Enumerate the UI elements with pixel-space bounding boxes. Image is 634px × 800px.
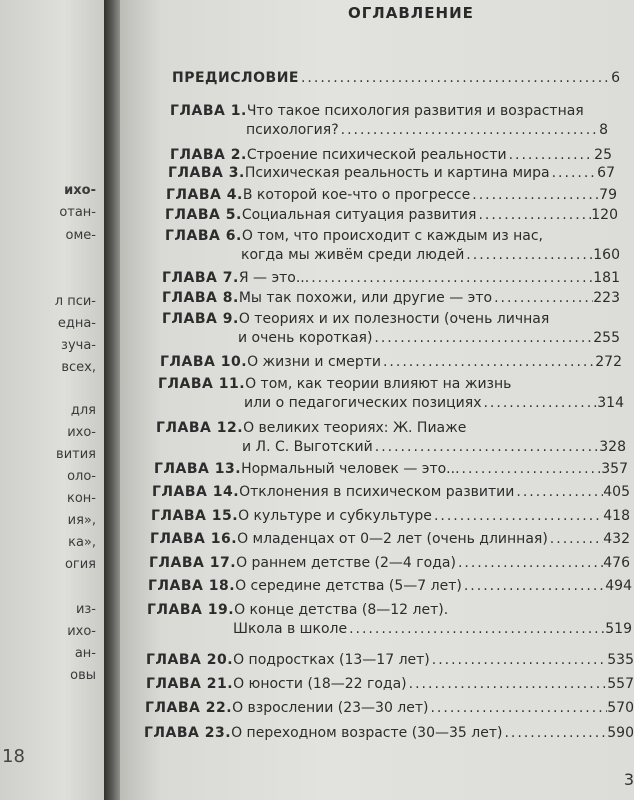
toc-title: ОГЛАВЛЕНИЕ	[348, 4, 474, 22]
chapter-title-text: О младенцах от 0—2 лет (очень длинная)	[237, 531, 548, 547]
chapter-title-text: и очень короткая)	[238, 330, 373, 346]
chapter-title-text: О середине детства (5—7 лет)	[235, 578, 462, 594]
dot-leader	[460, 461, 602, 477]
chapter-label: ГЛАВА 6.	[165, 228, 242, 244]
toc-entry	[150, 531, 630, 547]
toc-entry	[151, 508, 630, 524]
toc-entry-continuation	[156, 439, 626, 455]
left-page-text-fragment: оло-	[67, 469, 96, 484]
left-page-text-fragment: една-	[57, 316, 96, 331]
toc-entry-line	[172, 70, 620, 86]
toc-entry-continuation	[170, 122, 608, 138]
dot-leader	[470, 187, 599, 203]
toc-entry	[162, 290, 620, 306]
toc-entry	[156, 420, 626, 455]
dot-leader	[430, 652, 608, 668]
chapter-label: ГЛАВА 19.	[147, 602, 235, 618]
chapter-label: ГЛАВА 20.	[146, 652, 234, 668]
chapter-page-number: 67	[597, 165, 615, 181]
dot-leader	[309, 270, 593, 286]
dot-leader	[373, 439, 600, 455]
chapter-title-text: Школа в школе	[233, 621, 348, 637]
chapter-label: ГЛАВА 15.	[151, 508, 239, 524]
toc-entry-continuation	[162, 330, 620, 346]
dot-leader	[456, 555, 603, 571]
chapter-label: ГЛАВА 23.	[144, 725, 232, 741]
chapter-label: ГЛАВА 10.	[160, 354, 248, 370]
chapter-title-text: Строение психической реальности	[246, 147, 507, 163]
toc-entry	[147, 602, 632, 637]
left-page-text-fragment: ихо-	[64, 183, 96, 198]
left-page	[0, 0, 108, 800]
left-page-text-fragment: ихо-	[67, 425, 96, 440]
dot-leader	[432, 508, 603, 524]
toc-entry-line	[152, 484, 630, 500]
toc-entry	[160, 354, 622, 370]
chapter-title-text: О подростках (13—17 лет)	[233, 652, 430, 668]
chapter-page-number: 328	[599, 439, 626, 455]
toc-entry	[162, 311, 620, 346]
left-page-text-fragment: л пси-	[54, 294, 96, 309]
dot-leader	[492, 290, 593, 306]
chapter-label: ГЛАВА 11.	[158, 376, 246, 392]
chapter-page-number: 476	[603, 555, 630, 571]
chapter-page-number: 120	[591, 207, 618, 223]
chapter-label: ГЛАВА 18.	[148, 578, 236, 594]
dot-leader	[514, 484, 603, 500]
chapter-title-text: О жизни и смерти	[247, 354, 381, 370]
toc-entry	[170, 103, 608, 138]
toc-entry	[149, 555, 630, 571]
right-page-number: 3	[623, 770, 634, 789]
chapter-title-text: О том, что происходит с каждым из нас,	[241, 228, 543, 244]
left-page-text-fragment: ихо-	[67, 624, 96, 639]
chapter-label: ГЛАВА 12.	[156, 420, 244, 436]
toc-entry-line	[162, 311, 620, 327]
toc-entry-line	[150, 531, 630, 547]
toc-entry-line	[147, 602, 632, 618]
toc-entry-line	[146, 652, 634, 668]
left-page-text-fragment: зуча-	[61, 338, 96, 353]
dot-leader	[502, 725, 607, 741]
chapter-label: ГЛАВА 1.	[170, 103, 247, 119]
chapter-page-number: 357	[601, 461, 628, 477]
toc-entry-line	[144, 725, 634, 741]
chapter-title-text: О том, как теории влияют на жизнь	[245, 376, 512, 392]
toc-entry-line	[146, 676, 634, 692]
dot-leader	[476, 207, 591, 223]
chapter-title-text: Что такое психология развития и возрастная	[246, 103, 584, 119]
toc-entry	[158, 376, 624, 411]
toc-entry-line	[168, 165, 615, 181]
toc-entry-line	[149, 555, 630, 571]
toc-entry-continuation	[158, 395, 624, 411]
dot-leader	[548, 531, 603, 547]
toc-entry	[165, 228, 620, 263]
toc-entry	[152, 484, 630, 500]
toc-entry-line	[166, 187, 617, 203]
chapter-label: ГЛАВА 14.	[152, 484, 240, 500]
chapter-page-number: 25	[594, 147, 612, 163]
dot-leader	[464, 247, 593, 263]
dot-leader	[428, 700, 607, 716]
toc-entry	[165, 207, 618, 223]
toc-entry	[144, 725, 634, 741]
toc-entry-line	[154, 461, 628, 477]
dot-leader	[381, 354, 595, 370]
left-page-number: 18	[2, 746, 25, 767]
toc-entry-line	[170, 147, 612, 163]
left-page-text-fragment: овы	[70, 668, 96, 683]
toc-entry-line	[156, 420, 626, 436]
left-page-text-fragment: отан-	[59, 205, 96, 220]
toc-entry-line	[145, 700, 634, 716]
dot-leader	[507, 147, 595, 163]
chapter-title-text: О юности (18—22 года)	[233, 676, 407, 692]
chapter-page-number: 6	[611, 70, 620, 86]
chapter-title-text: О культуре и субкультуре	[238, 508, 432, 524]
toc-entry-continuation	[165, 247, 620, 263]
toc-entry	[154, 461, 628, 477]
toc-entry	[162, 270, 620, 286]
chapter-title-text: О взрослении (23—30 лет)	[232, 700, 429, 716]
chapter-label: ГЛАВА 2.	[170, 147, 247, 163]
chapter-title-text: О великих теориях: Ж. Пиаже	[243, 420, 467, 436]
chapter-label: ГЛАВА 7.	[162, 270, 239, 286]
chapter-title-text: В которой кое-что о прогрессе	[242, 187, 471, 203]
chapter-title-text: Мы так похожи, или другие — это	[238, 290, 493, 306]
chapter-title-text: психология?	[246, 122, 339, 138]
left-page-text-fragment: ан-	[74, 646, 96, 661]
toc-entry-line	[170, 103, 608, 119]
chapter-title-text: Психическая реальность и картина мира	[244, 165, 550, 181]
toc-entry-line	[162, 270, 620, 286]
left-page-text-fragment: огия	[64, 557, 96, 572]
chapter-title-text: Социальная ситуация развития	[241, 207, 477, 223]
chapter-label: ГЛАВА 16.	[150, 531, 238, 547]
dot-leader	[299, 70, 611, 86]
toc-entry	[146, 652, 634, 668]
left-page-text-fragment: оме-	[65, 228, 96, 243]
left-page-text-fragment: из-	[75, 602, 96, 617]
right-page	[120, 0, 634, 800]
chapter-label: ГЛАВА 13.	[154, 461, 242, 477]
toc-entry	[172, 70, 620, 86]
chapter-page-number: 494	[605, 578, 632, 594]
dot-leader	[372, 330, 593, 346]
dot-leader	[550, 165, 598, 181]
left-page-text-fragment: вития	[56, 447, 96, 462]
chapter-page-number: 570	[607, 700, 634, 716]
chapter-label: ГЛАВА 5.	[165, 207, 242, 223]
toc-entry	[168, 165, 615, 181]
chapter-page-number: 590	[607, 725, 634, 741]
chapter-title-text: О теориях и их полезности (очень личная	[238, 311, 550, 327]
dot-leader	[481, 395, 597, 411]
chapter-title-text: когда мы живём среди людей	[241, 247, 465, 263]
chapter-page-number: 79	[599, 187, 617, 203]
toc-entry	[146, 676, 634, 692]
toc-entry-line	[165, 228, 620, 244]
chapter-page-number: 432	[603, 531, 630, 547]
toc-entry	[148, 578, 632, 594]
left-page-text-fragment: для	[70, 403, 96, 418]
chapter-title-text: Отклонения в психическом развитии	[239, 484, 515, 500]
dot-leader	[407, 676, 608, 692]
dot-leader	[347, 621, 605, 637]
chapter-page-number: 223	[593, 290, 620, 306]
toc-entry-line	[151, 508, 630, 524]
chapter-label: ГЛАВА 17.	[149, 555, 237, 571]
toc-entry-line	[158, 376, 624, 392]
chapter-label: ГЛАВА 8.	[162, 290, 239, 306]
chapter-title-text: О переходном возрасте (30—35 лет)	[231, 725, 503, 741]
chapter-title-text: О конце детства (8—12 лет).	[234, 602, 449, 618]
chapter-page-number: 314	[597, 395, 624, 411]
toc-entry-line	[160, 354, 622, 370]
toc-entry-line	[148, 578, 632, 594]
chapter-label: ПРЕДИСЛОВИЕ	[172, 70, 299, 86]
chapter-page-number: 535	[607, 652, 634, 668]
chapter-label: ГЛАВА 3.	[168, 165, 245, 181]
chapter-title-text: Нормальный человек — это...	[241, 461, 460, 477]
chapter-label: ГЛАВА 22.	[145, 700, 233, 716]
toc-entry	[170, 147, 612, 163]
toc-entry-continuation	[147, 621, 632, 637]
dot-leader	[339, 122, 599, 138]
chapter-title-text: Я — это...	[238, 270, 310, 286]
left-page-text-fragment: кон-	[67, 491, 96, 506]
toc-entry	[166, 187, 617, 203]
chapter-page-number: 160	[593, 247, 620, 263]
chapter-page-number: 557	[607, 676, 634, 692]
chapter-title-text: или о педагогических позициях	[244, 395, 482, 411]
chapter-label: ГЛАВА 9.	[162, 311, 239, 327]
toc-entry-line	[165, 207, 618, 223]
dot-leader	[462, 578, 605, 594]
chapter-page-number: 519	[605, 621, 632, 637]
left-page-text-fragment: ка»,	[68, 535, 96, 550]
chapter-page-number: 8	[599, 122, 608, 138]
chapter-label: ГЛАВА 21.	[146, 676, 234, 692]
chapter-title-text: О раннем детстве (2—4 года)	[236, 555, 456, 571]
toc-entry-line	[162, 290, 620, 306]
chapter-page-number: 272	[595, 354, 622, 370]
toc-entry	[145, 700, 634, 716]
chapter-page-number: 181	[593, 270, 620, 286]
left-page-text-fragment: всех,	[61, 360, 96, 375]
chapter-page-number: 255	[593, 330, 620, 346]
chapter-page-number: 405	[603, 484, 630, 500]
chapter-page-number: 418	[603, 508, 630, 524]
left-page-text-fragment: ия»,	[67, 513, 96, 528]
chapter-title-text: и Л. С. Выготский	[242, 439, 373, 455]
chapter-label: ГЛАВА 4.	[166, 187, 243, 203]
